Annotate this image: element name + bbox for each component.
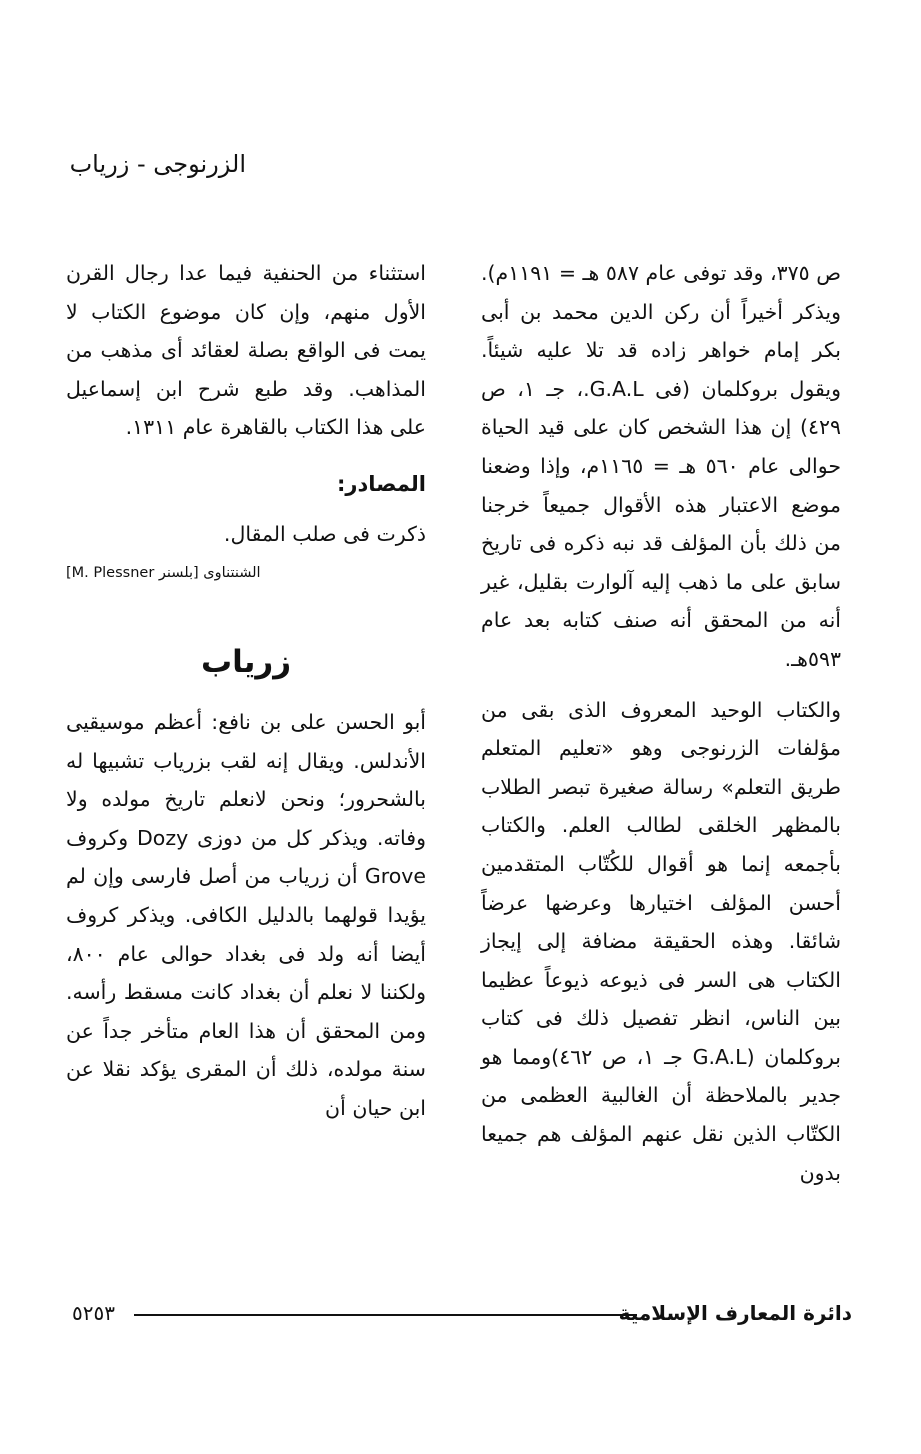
sources-heading: المصادر:: [336, 471, 426, 496]
left-paragraph-1: استثناء من الحنفية فيما عدا رجال القرن الأول منهم، وإن كان موضوع الكتاب لا يمت فى الواقع بصلة لعقائد أى مذهب من المذاهب. وقد طبع شرح ابن إسماعيل على هذا الكتاب بالقاهرة عام ١٣١١.: [66, 261, 426, 440]
sources-text: ذكرت فى صلب المقال.: [223, 521, 426, 546]
page-number: ٥٢٥٣: [72, 1301, 115, 1325]
footer-rule: [134, 1314, 637, 1316]
encyclopedia-name: دائرة المعارف الإسلامية: [618, 1301, 852, 1325]
left-column: [66, 254, 426, 1128]
article-text: أبو الحسن على بن نافع: أعظم موسيقيى الأندلس. ويقال إنه لقب بزرياب تشبيها له بالشحرور؛ ونحن لانعلم تاريخ مولده ولا وفاته. ويذكر كل من دوزى Dozy وكروف Grove أن زرياب من أصل فارسى وإن لم يؤيدا قولهما بالدليل الكافى. ويذكر كروف أيضا أنه ولد فى بغداد حوالى عام ٨٠٠، ولكننا لا نعلم أن بغداد كانت مسقط رأسه. ومن المحقق أن هذا العام متأخر جداً عن سنة مولده، ذلك أن المقرى يؤكد نقلا عن ابن حيان أن: [66, 709, 426, 1120]
page-footer: [72, 1297, 852, 1331]
right-paragraph-2: والكتاب الوحيد المعروف الذى بقى من مؤلفات الزرنوجى وهو «تعليم المتعلم طريق التعلم» رسالة صغيرة تبصر الطلاب بالمظهر الخلقى لطالب العلم. والكتاب بأجمعه إنما هو أقوال للكُتّاب المتقدمين أحسن المؤلف اختيارها وعرضها عرضاً شائقا. وهذه الحقيقة مضافة إلى إيجاز الكتاب هى السر فى ذيوعه ذيوعاً عظيما بين الناس، انظر تفصيل ذلك فى كتاب بروكلمان (G.A.L جـ ١، ص ٤٦٢)ومما هو جدير بالملاحظة أن الغالبية العظمى من الكتّاب الذين نقل عنهم المؤلف هم جميعا بدون: [481, 697, 841, 1185]
right-column: [481, 254, 841, 1192]
right-paragraph-1: ص ٣٧٥، وقد توفى عام ٥٨٧ هـ = ١١٩١م). ويذكر أخيراً أن ركن الدين محمد بن أبى بكر إمام خواهر زاده قد تلا عليه شيئاً. ويقول بروكلمان (فى G.A.L.، جـ ١، ص ٤٢٩) إن هذا الشخص كان على قيد الحياة حوالى عام ٥٦٠ هـ = ١١٦٥م، وإذا وضعنا موضع الاعتبار هذه الأقوال جميعاً خرجنا من ذلك بأن المؤلف قد نبه ذكره فى تاريخ سابق على ما ذهب إليه آلوارت بقليل، غير أنه من المحقق أنه صنف كتابه بعد عام ٥٩٣هـ.: [481, 261, 842, 671]
running-title: الزرنوجى - زرياب: [69, 150, 246, 178]
author-signature: الشنتناوى [بلسنر M. Plessner]: [66, 564, 261, 581]
article-title: زرياب: [200, 643, 292, 680]
